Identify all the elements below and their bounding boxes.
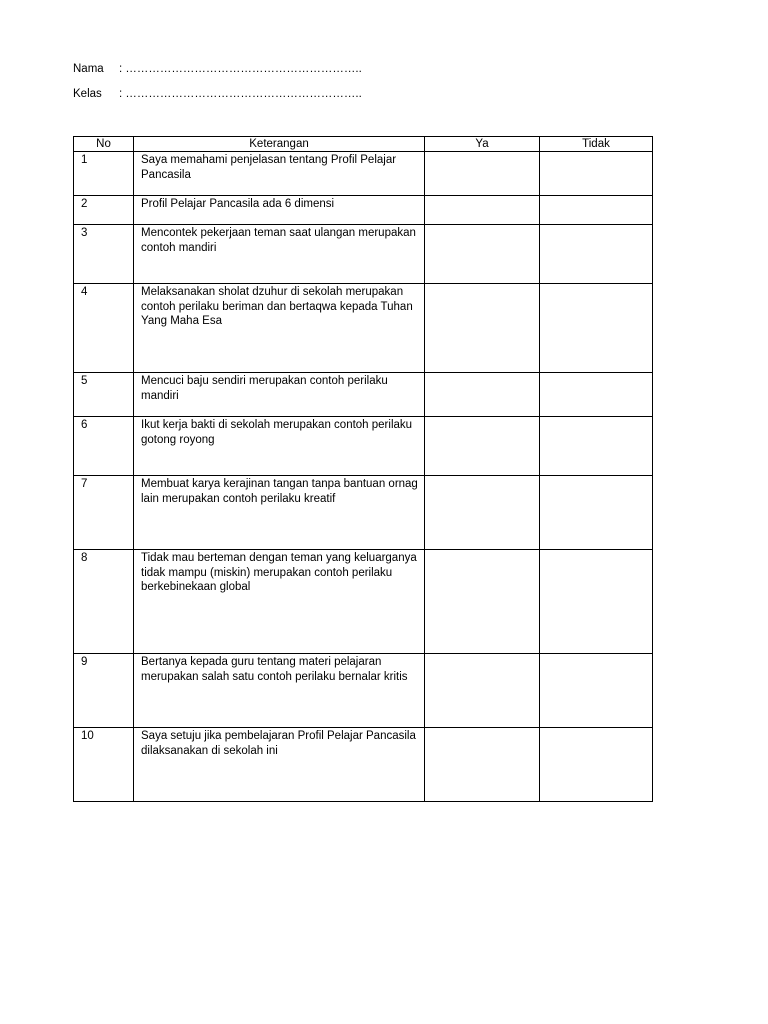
answer-tidak-cell[interactable] (540, 284, 653, 373)
table-row (74, 728, 653, 802)
answer-ya-cell[interactable] (425, 196, 540, 225)
nama-label: Nama (73, 63, 104, 75)
answer-tidak-cell[interactable] (540, 728, 653, 802)
kelas-field (73, 86, 362, 102)
answer-ya-cell[interactable] (425, 284, 540, 373)
answer-ya-cell[interactable] (425, 654, 540, 728)
answer-ya-cell[interactable] (425, 373, 540, 417)
answer-ya-cell[interactable] (425, 476, 540, 550)
row-statement: Tidak mau berteman dengan teman yang keluarganya tidak mampu (miskin) merupakan contoh perilaku berkebinekaan global (134, 550, 425, 654)
answer-ya-cell[interactable] (425, 728, 540, 802)
answer-ya-cell[interactable] (425, 225, 540, 284)
row-number: 8 (74, 550, 134, 654)
answer-tidak-cell[interactable] (540, 550, 653, 654)
row-statement: Saya memahami penjelasan tentang Profil Pelajar Pancasila (134, 152, 425, 196)
table-row (74, 373, 653, 417)
row-statement: Melaksanakan sholat dzuhur di sekolah merupakan contoh perilaku beriman dan bertaqwa kepada Tuhan Yang Maha Esa (134, 284, 425, 373)
header-tidak: Tidak (540, 137, 653, 152)
answer-tidak-cell[interactable] (540, 654, 653, 728)
row-statement: Mencontek pekerjaan teman saat ulangan merupakan contoh mandiri (134, 225, 425, 284)
row-statement: Saya setuju jika pembelajaran Profil Pelajar Pancasila dilaksanakan di sekolah ini (134, 728, 425, 802)
table-row (74, 476, 653, 550)
kelas-label: Kelas (73, 88, 102, 100)
row-number: 2 (74, 196, 134, 225)
answer-ya-cell[interactable] (425, 550, 540, 654)
row-statement: Ikut kerja bakti di sekolah merupakan contoh perilaku gotong royong (134, 417, 425, 476)
answer-ya-cell[interactable] (425, 152, 540, 196)
table-header-row (74, 137, 653, 152)
row-number: 4 (74, 284, 134, 373)
answer-tidak-cell[interactable] (540, 476, 653, 550)
row-statement: Membuat karya kerajinan tangan tanpa bantuan ornag lain merupakan contoh perilaku kreatif (134, 476, 425, 550)
row-number: 1 (74, 152, 134, 196)
nama-field (73, 61, 362, 77)
row-number: 5 (74, 373, 134, 417)
row-number: 7 (74, 476, 134, 550)
row-statement: Profil Pelajar Pancasila ada 6 dimensi (134, 196, 425, 225)
answer-tidak-cell[interactable] (540, 225, 653, 284)
row-statement: Mencuci baju sendiri merupakan contoh perilaku mandiri (134, 373, 425, 417)
table-row (74, 196, 653, 225)
checklist-table (73, 136, 653, 802)
row-number: 3 (74, 225, 134, 284)
row-number: 6 (74, 417, 134, 476)
row-number: 10 (74, 728, 134, 802)
header-keterangan: Keterangan (134, 137, 425, 152)
answer-tidak-cell[interactable] (540, 152, 653, 196)
answer-ya-cell[interactable] (425, 417, 540, 476)
answer-tidak-cell[interactable] (540, 417, 653, 476)
row-number: 9 (74, 654, 134, 728)
table-row (74, 654, 653, 728)
table-row (74, 284, 653, 373)
table-row (74, 225, 653, 284)
answer-tidak-cell[interactable] (540, 196, 653, 225)
table-row (74, 550, 653, 654)
row-statement: Bertanya kepada guru tentang materi pelajaran merupakan salah satu contoh perilaku bernalar kritis (134, 654, 425, 728)
table-row (74, 152, 653, 196)
header-ya: Ya (425, 137, 540, 152)
answer-tidak-cell[interactable] (540, 373, 653, 417)
table-row (74, 417, 653, 476)
kelas-blank[interactable]: : …………………………………………………….. (119, 88, 362, 100)
header-no: No (74, 137, 134, 152)
nama-blank[interactable]: : …………………………………………………….. (119, 63, 362, 75)
